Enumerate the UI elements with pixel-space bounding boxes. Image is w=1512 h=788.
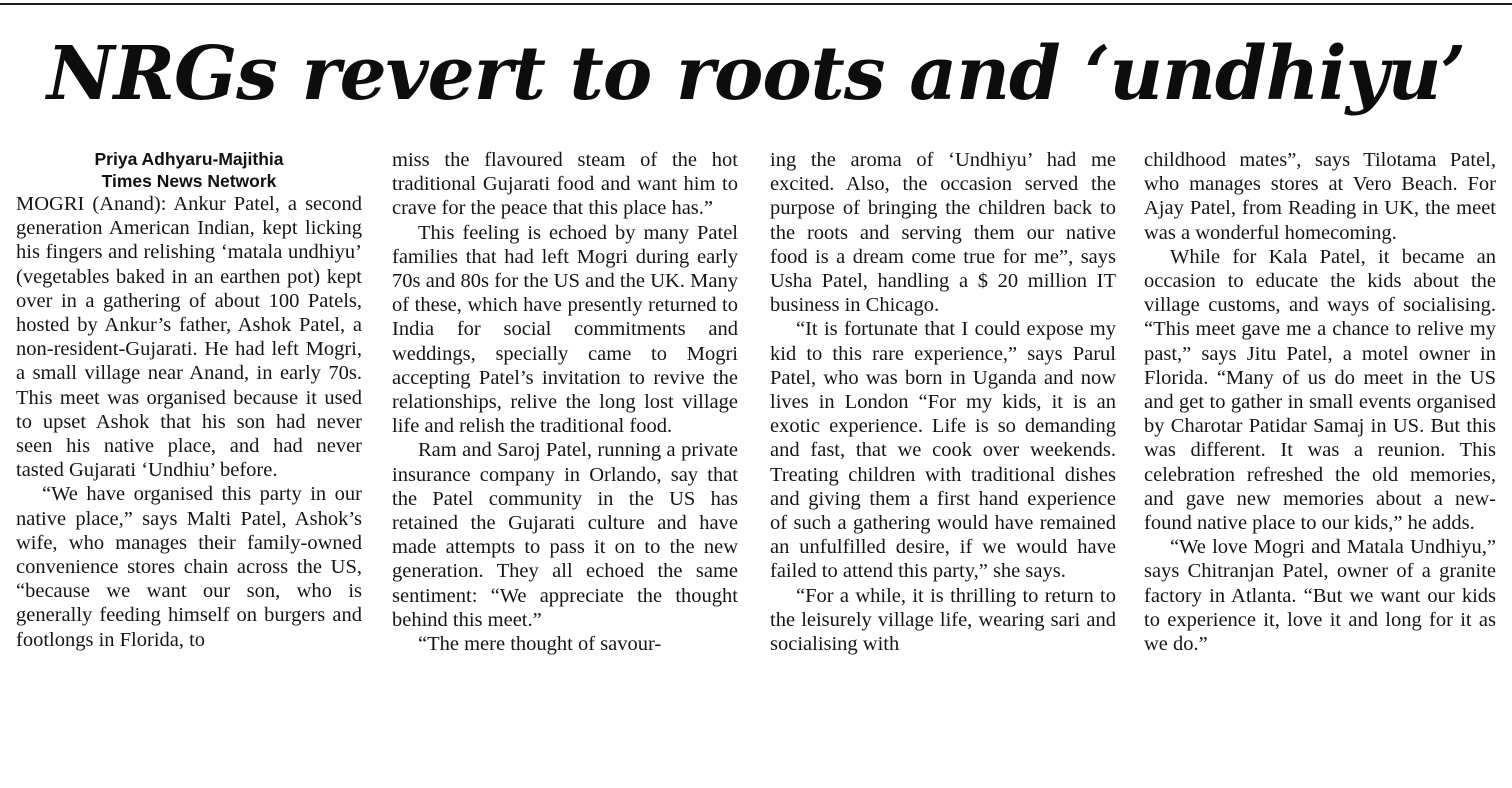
paragraph: ing the aroma of ‘Undhiyu’ had me excited. Also, the occasion served the purpose of bringing the children back to the roots and serving them our native food is a dream come true for me”, says Usha Patel, handling a $ 20 million IT business in Chicago.	[770, 149, 1116, 317]
headline: NRGs revert to roots and ‘undhiyu’	[46, 31, 1466, 117]
byline-author: Priya Adhyaru-Majithia	[94, 149, 284, 169]
paragraph: MOGRI (Anand): Ankur Patel, a second generation American Indian, kept licking his fingers and relishing ‘matala undhiyu’ (vegetables baked in an earthen pot) kept over in a gathering of about 100 Patels, hosted by Ankur’s father, Ashok Patel, a non-resident-Gujarati. He had left Mogri, a small village near Anand, in early 70s. This meet was organised because it used to upset Ashok that his son had never seen his native place, and had never tasted Gujarati ‘Undhiu’ before.	[16, 193, 362, 482]
paragraph: childhood mates”, says Tilotama Patel, who manages stores at Vero Beach. For Ajay Patel, from Reading in UK, the meet was a wonderful homecoming.	[1144, 149, 1496, 244]
paragraph: “We love Mogri and Matala Undhiyu,” says Chitranjan Patel, owner of a granite factory in Atlanta. “But we want our kids to experience it, love it and long for it as we do.”	[1144, 536, 1496, 656]
byline-agency: Times News Network	[101, 171, 277, 191]
paragraph: miss the flavoured steam of the hot traditional Gujarati food and want him to crave for the peace that this place has.”	[392, 149, 738, 220]
paragraph: “It is fortunate that I could expose my kid to this rare experience,” says Parul Patel, who was born in Uganda and now lives in London “For my kids, it is an exotic experience. Life is so demanding and fast, that we cook over weekends. Treating children with traditional dishes and giving them a first hand experience of such a gathering would have remained an unfulfilled desire, if we would have failed to attend this party,” she says.	[770, 318, 1116, 583]
paragraph: While for Kala Patel, it became an occasion to educate the kids about the village customs, and ways of socialising. “This meet gave me a chance to relive my past,” says Jitu Patel, a motel owner in Florida. “Many of us do meet in the US and get to gather in small events organised by Charotar Patidar Samaj in US. But this was different. It was a reunion. This celebration refreshed the old memories, and gave new memories about a new-found native place to our kids,” he adds.	[1144, 245, 1496, 535]
top-rule	[0, 3, 1512, 5]
article-column-3	[770, 148, 1116, 784]
article-column-1	[16, 148, 362, 784]
article-column-4	[1144, 148, 1496, 784]
article-column-2	[392, 148, 738, 784]
paragraph: This feeling is echoed by many Patel families that had left Mogri during early 70s and 80s for the US and the UK. Many of these, which have presently returned to India for social commitments and weddings, specially came to Mogri accepting Patel’s invitation to revive the relationships, relive the long lost village life and relish the traditional food.	[392, 221, 738, 438]
paragraph: “For a while, it is thrilling to return to the leisurely village life, wearing sari and socialising with	[770, 584, 1116, 656]
paragraph: “We have organised this party in our native place,” says Malti Patel, Ashok’s wife, who manages their family-owned convenience stores chain across the US, “because we want our son, who is generally feeding himself on burgers and footlongs in Florida, to	[16, 483, 362, 651]
paragraph: Ram and Saroj Patel, running a private insurance company in Orlando, say that the Patel community in the US has retained the Gujarati culture and have made attempts to pass it on to the new generation. They all echoed the same sentiment: “We appreciate the thought behind this meet.”	[392, 439, 738, 631]
paragraph: “The mere thought of savour-	[418, 633, 662, 656]
